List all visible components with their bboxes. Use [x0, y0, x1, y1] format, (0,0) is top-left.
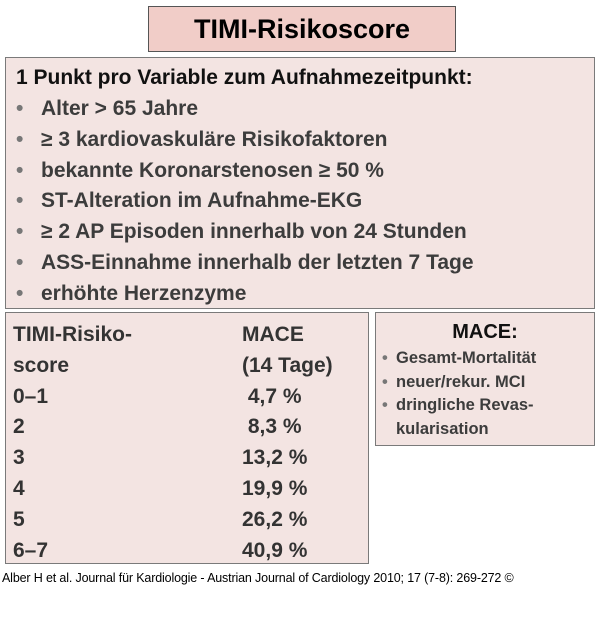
score-column — [13, 320, 213, 566]
mace-definition-box — [375, 312, 595, 446]
criteria-heading: 1 Punkt pro Variable zum Aufnahmezeitpunkt: — [16, 66, 473, 89]
list-item: • ≥ 3 kardiovaskuläre Risikofaktoren — [16, 125, 594, 156]
list-item: • ST-Alteration im Aufnahme-EKG — [16, 186, 594, 217]
list-item: • neuer/rekur. MCI — [382, 371, 594, 395]
score-cell: 5 — [13, 507, 25, 531]
list-item: • erhöhte Herzenzyme — [16, 279, 594, 310]
bullet-icon: • — [16, 250, 24, 274]
mace-cell: 19,9 % — [242, 476, 308, 500]
mace-header-cont: (14 Tage) — [242, 353, 333, 377]
score-cell: 4 — [13, 476, 25, 500]
mace-cell: 8,3 % — [242, 415, 302, 439]
mace-cell: 40,9 % — [242, 538, 308, 562]
mace-column — [242, 320, 367, 566]
mace-title: MACE: — [452, 321, 518, 343]
criteria-list — [16, 94, 594, 310]
score-cell: 0–1 — [13, 384, 49, 408]
criteria-box — [5, 57, 595, 309]
list-item: • dringliche Revas- kularisation — [382, 396, 534, 438]
list-item: • ≥ 2 AP Episoden innerhalb von 24 Stunden — [16, 217, 594, 248]
score-cell: 2 — [13, 415, 25, 439]
bullet-icon: • — [16, 220, 24, 244]
mace-cell: 4,7 % — [242, 384, 302, 408]
score-cell: 6–7 — [13, 538, 49, 562]
bullet-icon: • — [16, 97, 24, 120]
bullet-icon: • — [382, 349, 388, 367]
bullet-icon: • — [16, 158, 24, 182]
list-item: • Gesamt-Mortalität — [382, 347, 594, 371]
bullet-icon: • — [16, 281, 24, 305]
list-item: • Alter > 65 Jahre — [16, 94, 594, 125]
bullet-icon: • — [16, 189, 24, 213]
bullet-icon: • — [382, 396, 388, 414]
score-cell: 3 — [13, 446, 25, 470]
mace-list — [382, 347, 594, 441]
bullet-icon: • — [16, 127, 24, 151]
mace-cell: 26,2 % — [242, 507, 308, 531]
list-item: • bekannte Koronarstenosen ≥ 50 % — [16, 156, 594, 187]
list-item: • ASS-Einnahme innerhalb der letzten 7 Tage — [16, 248, 594, 279]
risk-table — [5, 312, 369, 564]
bullet-icon: • — [382, 372, 388, 391]
mace-header: MACE — [242, 323, 304, 346]
title-box — [148, 6, 456, 52]
score-header: TIMI-Risiko- — [13, 323, 132, 346]
mace-cell: 13,2 % — [242, 446, 308, 470]
page-title: TIMI-Risikoscore — [193, 13, 411, 44]
citation: Alber H et al. Journal für Kardiologie - Austrian Journal of Cardiology 2010; 17 (7-8): 269-272 © — [2, 571, 514, 585]
score-header-cont: score — [13, 353, 70, 377]
